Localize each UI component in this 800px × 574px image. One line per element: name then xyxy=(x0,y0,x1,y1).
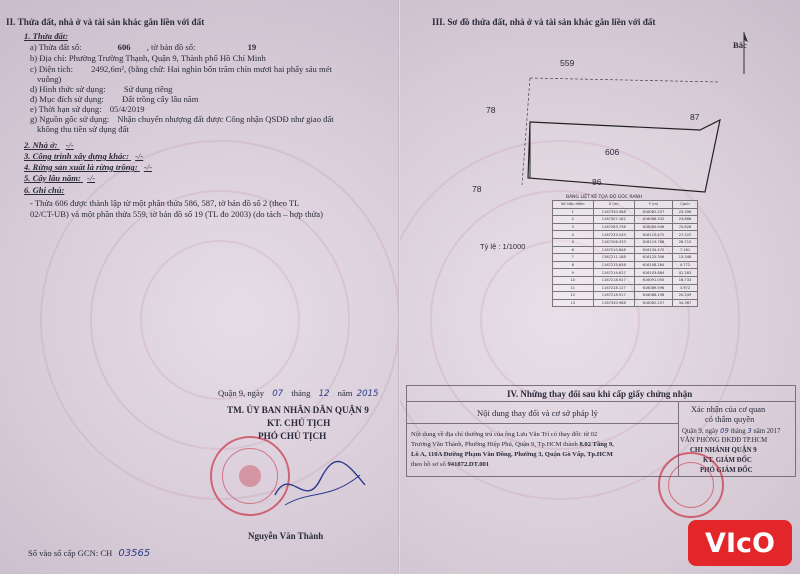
confirm-org-2: CHI NHÁNH QUẬN 9 xyxy=(690,447,757,454)
change-content-4a: theo hồ sơ số xyxy=(411,461,446,468)
coords-cell: 16.733 xyxy=(672,276,697,284)
coords-row xyxy=(553,238,698,246)
coords-cell: 20.249 xyxy=(672,292,697,300)
coords-row xyxy=(553,299,698,307)
coords-cell: 616091.050 xyxy=(634,276,672,284)
parcel-number-row xyxy=(30,42,256,52)
coords-cell: 1167210.848 xyxy=(593,246,634,254)
right-page xyxy=(400,0,800,574)
coords-cell: 7 xyxy=(553,254,594,262)
coords-cell: 616084.946 xyxy=(634,223,672,231)
perennial-value: -/- xyxy=(86,173,96,183)
change-content-4b: 941872.DT.001 xyxy=(447,461,490,468)
coords-cell: 616082.257 xyxy=(634,208,672,216)
branch-stamp xyxy=(658,452,724,518)
usage-term-label: e) Thời hạn sử dụng: xyxy=(30,104,102,114)
coords-cell: 1167218.917 xyxy=(593,292,634,300)
coords-cell: 13 xyxy=(553,299,594,307)
area-label: c) Diện tích: xyxy=(30,64,73,74)
coords-cell: 616089.596 xyxy=(634,284,672,292)
coords-cell: 4 xyxy=(553,231,594,239)
coords-cell: 6 xyxy=(553,246,594,254)
parcel-heading: 1. Thửa đất: xyxy=(24,31,69,41)
issue-date xyxy=(218,388,378,399)
other-construction-value: -/- xyxy=(135,151,144,161)
parcel-label-87: 87 xyxy=(690,112,700,122)
issue-year-label: năm xyxy=(337,388,353,398)
coords-header-x: X (m) xyxy=(593,201,634,209)
vico-logo: VIcO xyxy=(688,520,792,566)
usage-term-value: 05/4/2019 xyxy=(109,104,145,114)
parcel-label-559: 559 xyxy=(560,58,575,68)
confirm-date-prefix: Quận 9, ngày xyxy=(682,428,719,435)
forest-value: -/- xyxy=(143,162,152,172)
gcn-label: Số vào sổ cấp GCN: CH xyxy=(28,548,113,558)
area-row xyxy=(30,64,332,74)
coords-cell: 3.972 xyxy=(672,284,697,292)
coords-cell: 9 xyxy=(553,269,594,277)
signer-role: KT. CHỦ TỊCH xyxy=(267,418,331,428)
coords-row xyxy=(553,276,698,284)
section-4-title: IV. Những thay đổi sau khi cấp giấy chứng nhận xyxy=(507,389,693,399)
section-4-title-cell xyxy=(407,386,795,402)
coords-cell: 23.396 xyxy=(672,208,697,216)
other-construction-label: 3. Công trình xây dựng khác: xyxy=(24,151,129,161)
confirm-month: 3 xyxy=(747,427,752,435)
confirm-year-label: năm xyxy=(753,428,766,435)
map-sheet-value: 19 xyxy=(247,42,257,52)
house-label: 2. Nhà ở: xyxy=(24,140,58,150)
north-arrow-icon xyxy=(736,30,752,76)
change-content-2a: Trương Văn Thành, Phường Hiệp Phú, Quận 9, Tp.HCM thành xyxy=(411,441,578,448)
parcel-label-606: 606 xyxy=(605,147,620,157)
forest-label: 4. Rừng sản xuất là rừng trồng: xyxy=(24,162,138,172)
branch-stamp-inner-ring xyxy=(668,462,714,508)
address-row: b) Địa chỉ: Phường Trường Thạnh, Quận 9, Thành phố Hồ Chí Minh xyxy=(30,53,266,63)
coords-cell: 616119.768 xyxy=(634,238,672,246)
parcel-diagram xyxy=(500,60,730,200)
change-content-2b: 8.02 Tầng 9, xyxy=(579,441,614,448)
coords-table-title: BẢNG LIỆT KÊ TỌA ĐỘ GÓC RANH xyxy=(566,195,643,200)
section-4-content-cell xyxy=(407,402,679,476)
parcel-number-label: a) Thửa đất số: xyxy=(30,42,82,52)
confirm-org-1: VĂN PHÒNG ĐKĐĐ TP.HCM xyxy=(680,437,768,444)
notes-label: 6. Ghi chú: xyxy=(24,185,65,195)
coords-cell: 7.161 xyxy=(672,246,697,254)
confirm-month-label: tháng xyxy=(730,428,746,435)
parcel-number-value: 606 xyxy=(117,42,131,52)
coords-row xyxy=(553,292,698,300)
usage-form-value: Sử dụng riêng xyxy=(123,84,173,94)
coords-cell: 23.868 xyxy=(672,216,697,224)
coords-cell: 1167214.617 xyxy=(593,269,634,277)
scale-label: Tỷ lệ : 1/1000 xyxy=(480,242,526,251)
coords-row xyxy=(553,231,698,239)
usage-purpose-label: đ) Mục đích sử dụng: xyxy=(30,94,104,104)
origin-row xyxy=(30,114,334,124)
perennial-row xyxy=(24,173,95,183)
area-value-cont: vuông) xyxy=(37,74,62,84)
coords-cell: 616082.257 xyxy=(634,299,672,307)
usage-term-row xyxy=(30,104,145,114)
coords-cell: 2 xyxy=(553,216,594,224)
parcel-label-78-bottom: 78 xyxy=(472,184,482,194)
house-value: -/- xyxy=(65,140,74,150)
coords-header-edge: Cạnh xyxy=(672,201,697,209)
section-2-title: II. Thửa đất, nhà ở và tài sản khác gắn liền với đất xyxy=(6,17,205,27)
other-construction-row xyxy=(24,151,143,161)
usage-form-row xyxy=(30,84,172,94)
coords-header-point: Số hiệu điểm xyxy=(553,201,594,209)
coords-cell: 41.283 xyxy=(672,269,697,277)
coords-cell: 616125.306 xyxy=(634,254,672,262)
coords-row xyxy=(553,208,698,216)
gcn-value: 03565 xyxy=(118,548,151,559)
change-content-3: Lô A, 110A Đường Phạm Văn Đồng, Phường 3, Quận Gò Vấp, Tp.HCM xyxy=(411,451,613,458)
coords-row xyxy=(553,246,698,254)
coords-cell: 1167283.736 xyxy=(593,223,634,231)
origin-value: Nhận chuyển nhượng đất được Công nhận QSDĐ như giao đất xyxy=(117,114,334,124)
coords-cell: 616086.198 xyxy=(634,292,672,300)
confirm-org-4: PHÓ GIÁM ĐỐC xyxy=(700,467,753,474)
area-value: 2492,6m², (bằng chữ: Hai nghìn bốn trăm chín mươi hai phẩy sáu mét xyxy=(91,64,332,74)
origin-label: g) Nguồn gốc sử dụng: xyxy=(30,114,110,124)
coords-row xyxy=(553,284,698,292)
issue-month: 12 xyxy=(318,389,330,399)
coords-cell: 27.522 xyxy=(672,231,697,239)
house-row xyxy=(24,140,74,150)
coords-cell: 70.828 xyxy=(672,223,697,231)
confirm-org-3: KT. GIÁM ĐỐC xyxy=(703,457,752,464)
coords-cell: 616086.332 xyxy=(634,216,672,224)
issue-month-label: tháng xyxy=(291,388,311,398)
coords-cell: 34.367 xyxy=(672,299,697,307)
coords-row xyxy=(553,223,698,231)
coords-cell: 1167330.968 xyxy=(593,299,634,307)
origin-value-cont: không thu tiền sử dụng đất xyxy=(37,124,129,134)
stamp-emblem-icon xyxy=(239,465,261,487)
note-line-2: 02/CT-UB) và một phần thửa 559, tờ bản đồ số 19 (TL đo 2003) (do tách – hợp thửa) xyxy=(30,209,323,219)
section-4-col2-header-2: có thẩm quyền xyxy=(705,415,755,424)
signature-scribble-icon xyxy=(270,455,370,515)
coords-cell: 616108.284 xyxy=(634,261,672,269)
watermark-circle xyxy=(140,240,300,400)
issue-day: 07 xyxy=(272,389,284,399)
note-line-1: - Thửa 606 được thành lập từ một phần thửa 586, 587, tờ bản đồ số 2 (theo TL xyxy=(30,198,300,208)
signer-name: Nguyễn Văn Thành xyxy=(248,531,324,541)
perennial-label: 5. Cây lâu năm: xyxy=(24,173,81,183)
coords-cell: 616115.472 xyxy=(634,231,672,239)
coords-cell: 1167215.658 xyxy=(593,261,634,269)
coords-cell: 13.348 xyxy=(672,254,697,262)
coords-cell: 1167330.968 xyxy=(593,208,634,216)
coords-cell: 4.772 xyxy=(672,261,697,269)
coords-header-y: Y (m) xyxy=(634,201,672,209)
signer-org: TM. ỦY BAN NHÂN DÂN QUẬN 9 xyxy=(227,405,369,415)
coords-row xyxy=(553,261,698,269)
coords-cell: 1167206.333 xyxy=(593,238,634,246)
change-content-1: Nội dung về địa chỉ thường trú của ông Lưu Văn Trí có thay đổi: từ 02 xyxy=(411,431,598,438)
issue-date-prefix: Quận 9, ngày xyxy=(218,388,265,398)
coords-cell: 5 xyxy=(553,238,594,246)
section-4-col1-header: Nội dung thay đổi và cơ sở pháp lý xyxy=(477,408,598,418)
coords-cell: 26.715 xyxy=(672,238,697,246)
coords-cell: 1 xyxy=(553,208,594,216)
coords-cell: 10 xyxy=(553,276,594,284)
section-3-title: III. Sơ đồ thửa đất, nhà ở và tài sản khác gắn liền với đất xyxy=(432,17,656,27)
coords-header-row xyxy=(553,201,698,209)
coords-cell: 616103.884 xyxy=(634,269,672,277)
coords-cell: 3 xyxy=(553,223,594,231)
section-4-col1-header-cell xyxy=(407,402,679,424)
section-4-col2-header-1: Xác nhận của cơ quan xyxy=(691,405,766,414)
parcel-label-78-top: 78 xyxy=(486,105,496,115)
north-label: Bắc xyxy=(733,40,747,50)
change-content-2 xyxy=(411,440,614,450)
forest-row xyxy=(24,162,152,172)
gcn-number xyxy=(28,548,150,559)
coords-cell: 1167218.927 xyxy=(593,276,634,284)
confirm-day: 09 xyxy=(720,427,729,435)
coords-row xyxy=(553,216,698,224)
coords-cell: 8 xyxy=(553,261,594,269)
confirm-year: 2017 xyxy=(766,428,781,435)
parcel-label-86: 86 xyxy=(592,177,602,187)
coords-cell: 1167307.182 xyxy=(593,216,634,224)
coords-cell: 1167218.127 xyxy=(593,284,634,292)
coords-row xyxy=(553,269,698,277)
coords-cell: 11 xyxy=(553,284,594,292)
coords-table xyxy=(552,200,698,307)
coords-row xyxy=(553,254,698,262)
coords-cell: 12 xyxy=(553,292,594,300)
usage-purpose-value: Đất trồng cây lâu năm xyxy=(122,94,199,104)
parcel-606-outline xyxy=(528,120,720,192)
usage-purpose-row xyxy=(30,94,198,104)
signer-title: PHÓ CHỦ TỊCH xyxy=(258,431,327,441)
coords-cell: 616134.470 xyxy=(634,246,672,254)
issue-year: 2015 xyxy=(356,389,379,399)
change-content-4 xyxy=(411,460,489,470)
coords-cell: 1167233.249 xyxy=(593,231,634,239)
coords-cell: 1167211.188 xyxy=(593,254,634,262)
usage-form-label: d) Hình thức sử dụng: xyxy=(30,84,106,94)
map-sheet-label: , tờ bản đồ số: xyxy=(146,42,196,52)
